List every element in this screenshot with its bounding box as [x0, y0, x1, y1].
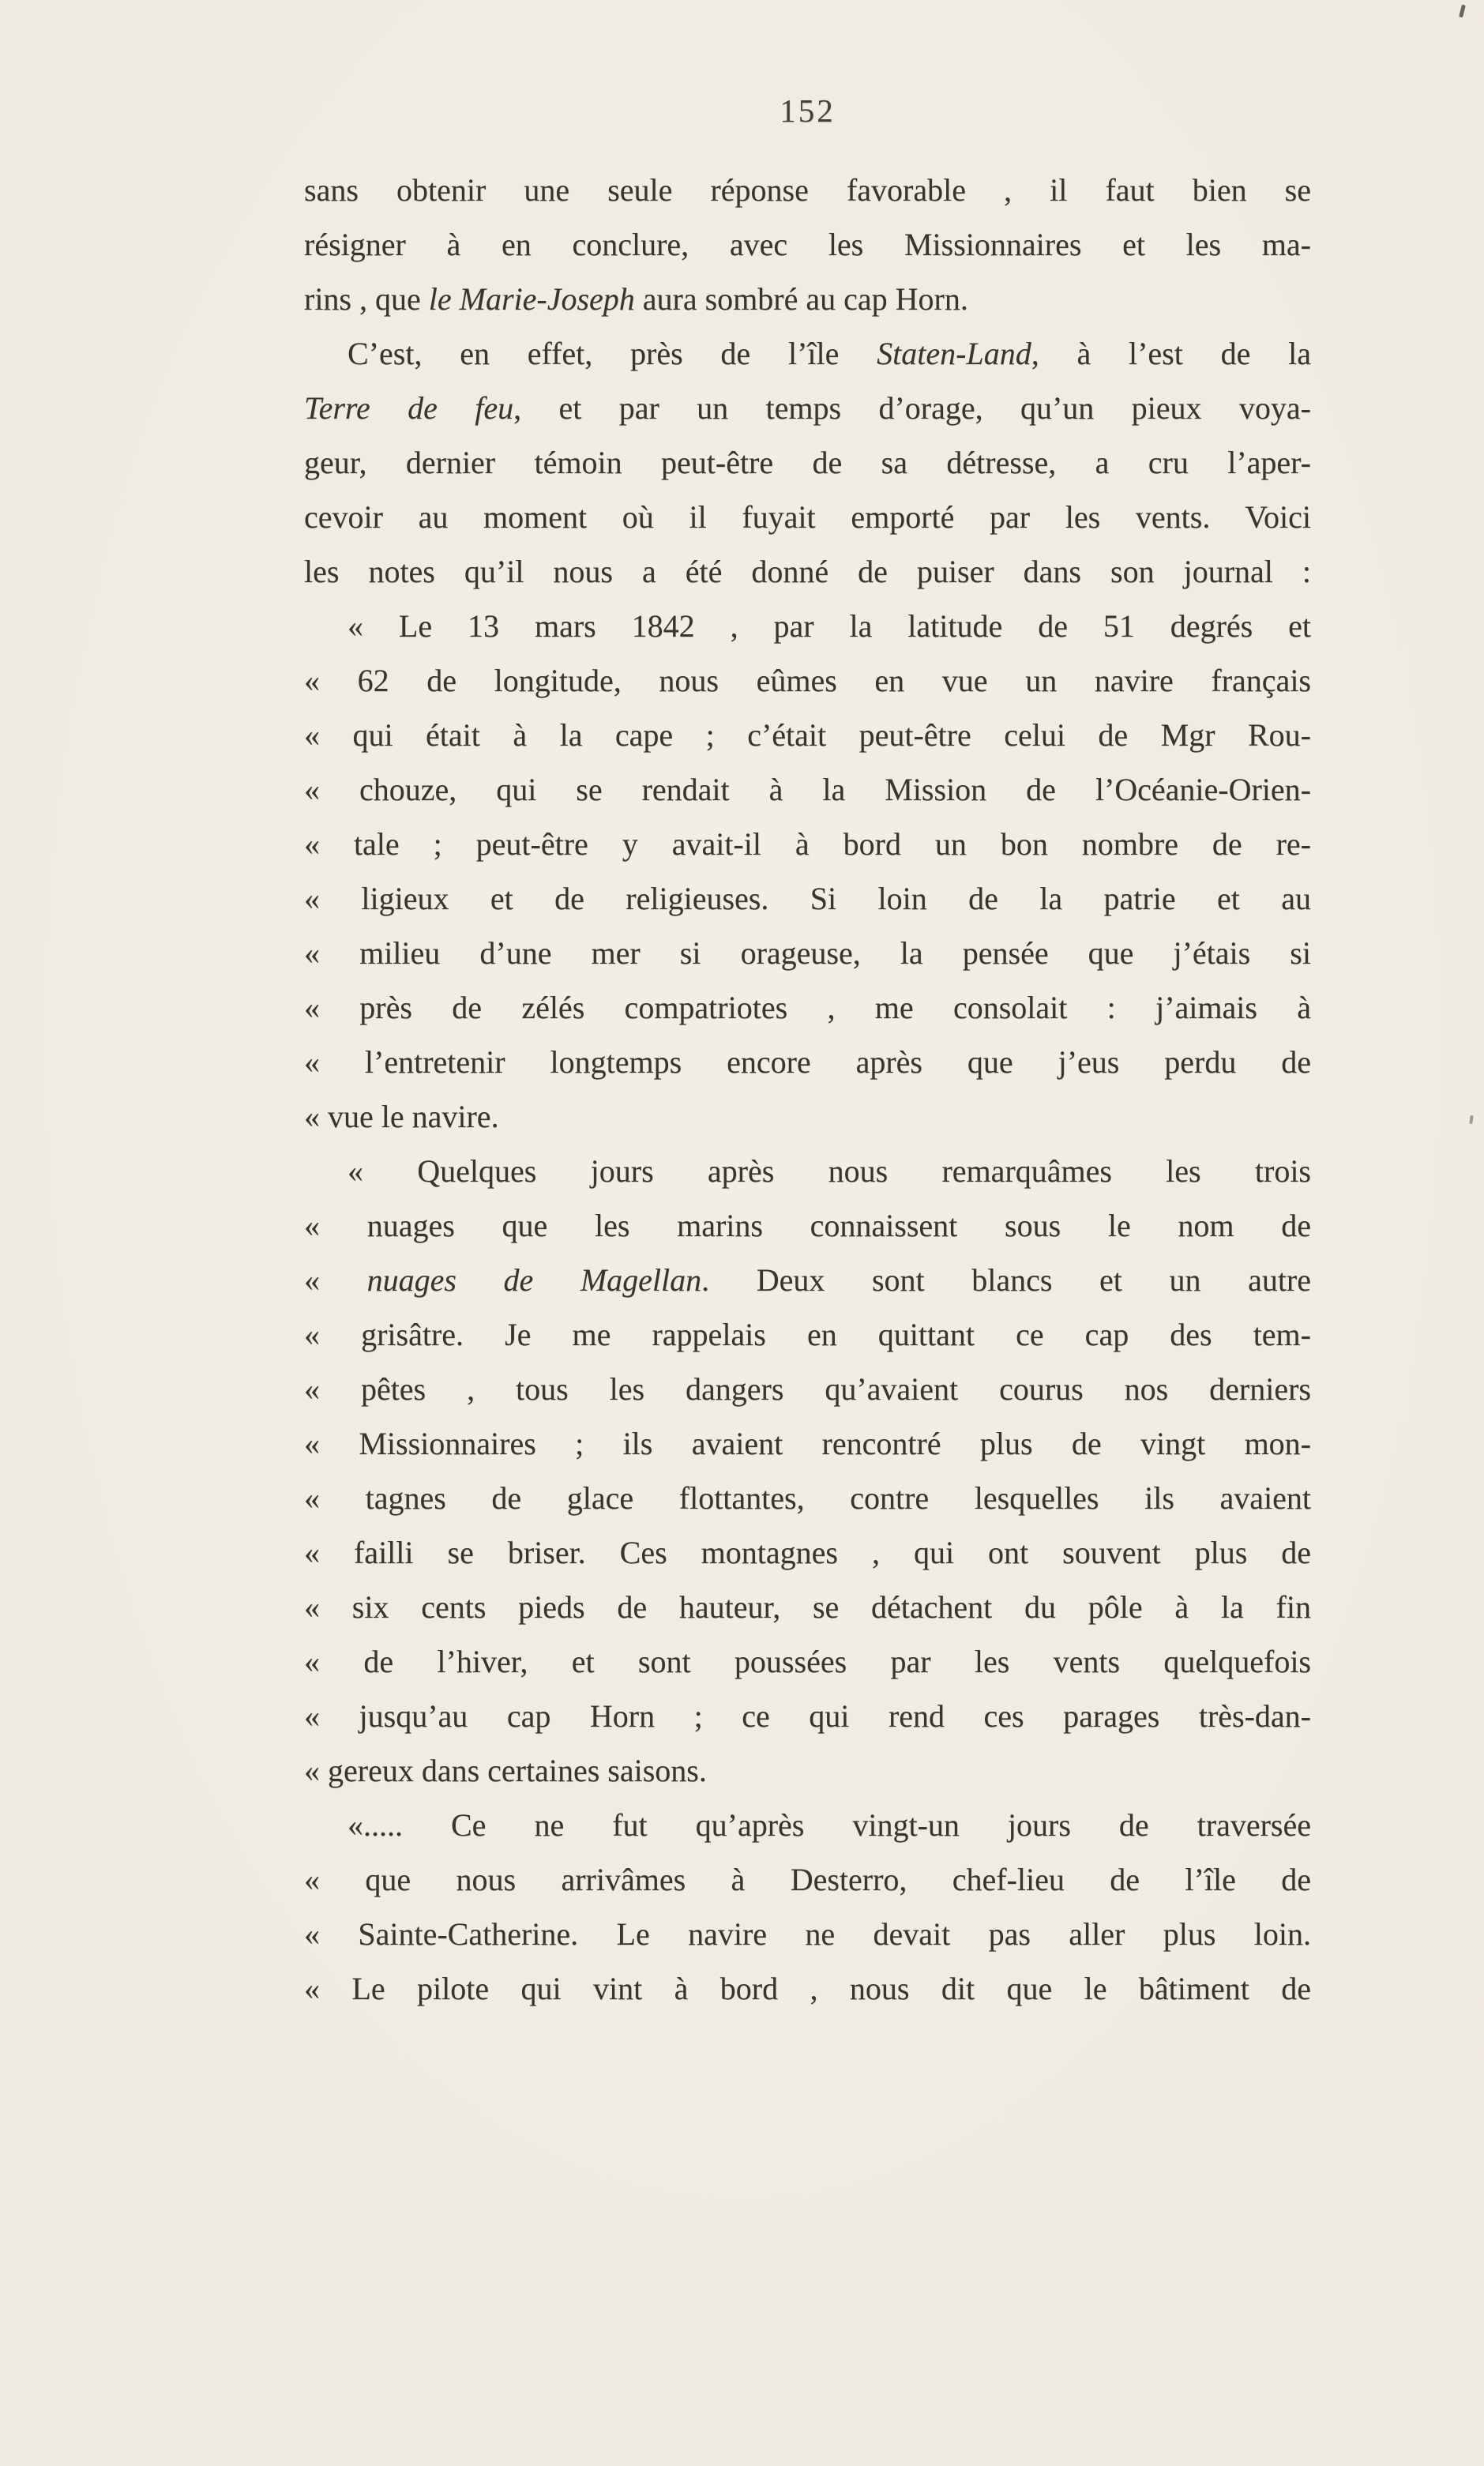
text-segment: . Deux sont blancs et un autre	[701, 1262, 1312, 1298]
text-segment: , et par un temps d’orage, qu’un pieux voya-	[513, 390, 1311, 426]
text-line	[304, 926, 1311, 980]
text-segment: « Le 13 mars 1842 , par la latitude de 51 degrés et	[348, 608, 1311, 644]
text-line	[304, 490, 1311, 544]
text-segment: « tale ; peut-être y avait-il à bord un bon nombre de re-	[304, 826, 1311, 862]
text-line	[304, 871, 1311, 926]
text-segment: « l’entretenir longtemps encore après que j’eus perdu de	[304, 1044, 1311, 1080]
text-line	[304, 163, 1311, 217]
italic-text-segment: le Marie-Joseph	[428, 281, 635, 317]
text-segment: cevoir au moment où il fuyait emporté par les vents. Voici	[304, 499, 1311, 535]
text-line	[304, 1580, 1311, 1634]
text-segment: « gereux dans certaines saisons.	[304, 1753, 707, 1788]
text-segment: les notes qu’il nous a été donné de puiser dans son journal :	[304, 554, 1311, 589]
text-line	[304, 980, 1311, 1035]
text-line	[304, 272, 1311, 326]
text-segment: « chouze, qui se rendait à la Mission de l’Océanie-Orien-	[304, 772, 1311, 807]
text-line	[304, 708, 1311, 762]
page-number: 152	[780, 92, 836, 129]
text-line	[304, 1416, 1311, 1471]
text-segment: rins , que	[304, 281, 429, 317]
text-segment: « vue le navire.	[304, 1099, 499, 1134]
text-segment: « près de zélés compatriotes , me consolait : j’aimais à	[304, 990, 1311, 1025]
text-line	[304, 1634, 1311, 1689]
italic-text-segment: nuages de Magellan	[366, 1262, 702, 1298]
italic-text-segment: Staten-Land	[877, 336, 1031, 371]
text-line	[304, 1089, 1311, 1144]
text-segment: , à l’est de la	[1031, 336, 1311, 371]
text-segment: « Missionnaires ; ils avaient rencontré plus de vingt mon-	[304, 1426, 1311, 1461]
page-text	[304, 163, 1311, 2016]
text-segment: « Sainte-Catherine. Le navire ne devait pas aller plus loin.	[304, 1916, 1311, 1952]
text-line	[304, 381, 1311, 435]
text-segment: « qui était à la cape ; c’était peut-être celui de Mgr Rou-	[304, 717, 1311, 753]
text-segment: sans obtenir une seule réponse favorable , il faut bien se	[304, 172, 1311, 208]
text-line	[304, 1471, 1311, 1525]
text-line	[304, 817, 1311, 871]
text-line	[304, 1907, 1311, 1961]
text-line	[304, 1198, 1311, 1253]
italic-text-segment: Terre de feu	[304, 390, 514, 426]
text-line	[304, 1689, 1311, 1743]
text-segment: « 62 de longitude, nous eûmes en vue un navire français	[304, 663, 1311, 698]
text-segment: «..... Ce ne fut qu’après vingt-un jours de traversée	[348, 1807, 1311, 1843]
text-line	[304, 1798, 1311, 1852]
scan-artifact	[1469, 1115, 1473, 1124]
text-segment: «	[304, 1262, 367, 1298]
text-segment: « milieu d’une mer si orageuse, la pensée que j’étais si	[304, 935, 1311, 971]
text-line	[304, 762, 1311, 817]
text-segment: geur, dernier témoin peut-être de sa détresse, a cru l’aper-	[304, 445, 1311, 480]
text-segment: « jusqu’au cap Horn ; ce qui rend ces parages très-dan-	[304, 1698, 1311, 1734]
text-segment: « Quelques jours après nous remarquâmes les trois	[348, 1153, 1311, 1189]
text-line	[304, 1035, 1311, 1089]
text-line	[304, 1307, 1311, 1362]
text-line	[304, 653, 1311, 708]
text-segment: aura sombré au cap Horn.	[634, 281, 968, 317]
scan-artifact	[1459, 5, 1466, 18]
text-line	[304, 1743, 1311, 1798]
text-line	[304, 1253, 1311, 1307]
text-line	[304, 435, 1311, 490]
text-line	[304, 1961, 1311, 2016]
text-line	[304, 326, 1311, 381]
text-segment: C’est, en effet, près de l’île	[348, 336, 877, 371]
text-segment: « failli se briser. Ces montagnes , qui ont souvent plus de	[304, 1535, 1311, 1570]
text-segment: « tagnes de glace flottantes, contre lesquelles ils avaient	[304, 1480, 1311, 1516]
text-segment: « Le pilote qui vint à bord , nous dit que le bâtiment de	[304, 1971, 1311, 2006]
text-segment: « six cents pieds de hauteur, se détachent du pôle à la fin	[304, 1589, 1311, 1625]
text-line	[304, 1362, 1311, 1416]
text-segment: résigner à en conclure, avec les Missionnaires et les ma-	[304, 227, 1311, 262]
text-line	[304, 544, 1311, 599]
text-line	[304, 217, 1311, 272]
text-segment: « pêtes , tous les dangers qu’avaient courus nos derniers	[304, 1371, 1311, 1407]
text-segment: « que nous arrivâmes à Desterro, chef-lieu de l’île de	[304, 1862, 1311, 1897]
text-segment: « grisâtre. Je me rappelais en quittant ce cap des tem-	[304, 1317, 1311, 1352]
text-line	[304, 1852, 1311, 1907]
text-line	[304, 1525, 1311, 1580]
text-line	[304, 1144, 1311, 1198]
text-segment: « nuages que les marins connaissent sous le nom de	[304, 1208, 1311, 1243]
text-segment: « ligieux et de religieuses. Si loin de la patrie et au	[304, 881, 1311, 916]
text-segment: « de l’hiver, et sont poussées par les vents quelquefois	[304, 1644, 1311, 1679]
text-line	[304, 599, 1311, 653]
